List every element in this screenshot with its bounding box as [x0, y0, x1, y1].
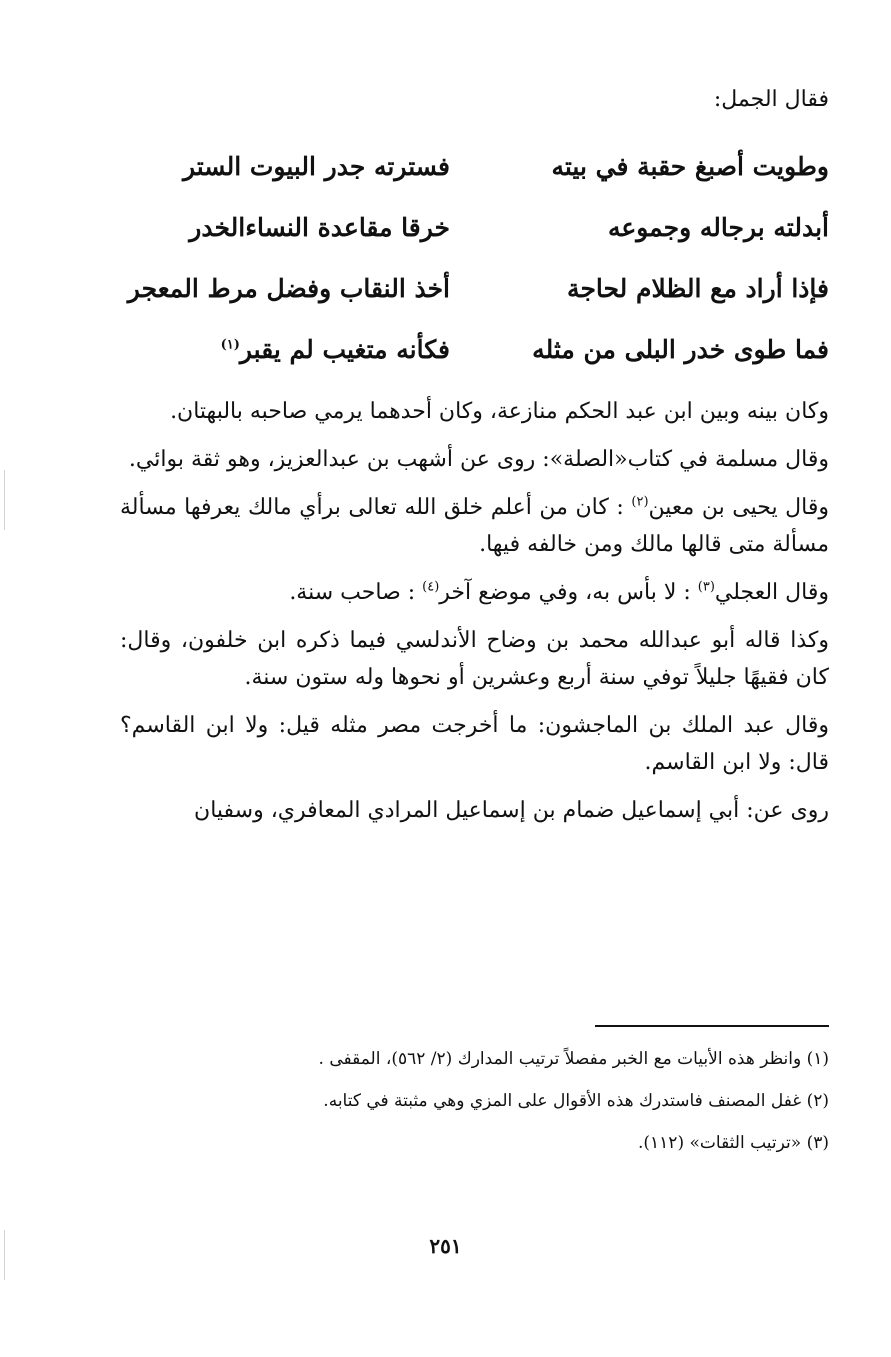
paragraph: روى عن: أبي إسماعيل ضمام بن إسماعيل المرادي المعافري، وسفيان: [194, 798, 829, 823]
paragraph-text: : صاحب سنة.: [289, 580, 423, 605]
verse-second-hemistich: أخذ النقاب وفضل مرط المعجر: [127, 274, 450, 303]
verse-row: [120, 142, 829, 203]
verse-first-hemistich: فما طوى خدر البلى من مثله: [532, 335, 829, 364]
footnote-marker: (٢): [631, 494, 649, 510]
verse-row: [120, 325, 829, 386]
paragraph: وقال مسلمة في كتاب«الصلة»: روى عن أشهب بن عبدالعزيز، وهو ثقة بوائي.: [128, 447, 829, 472]
footnote-marker: (٣): [697, 579, 715, 595]
poem-verses: [120, 142, 829, 387]
paragraph-text: وقال يحيى بن معين: [648, 495, 829, 520]
scan-edge-mark: [4, 470, 5, 530]
verse-second-hemistich: خرقا مقاعدة النساءالخدر: [189, 213, 450, 242]
footnote: (٣) «ترتيب الثقات» (١١٢).: [638, 1133, 829, 1153]
paragraph: وقال عبد الملك بن الماجشون: ما أخرجت مصر مثله قيل: ولا ابن القاسم؟ قال: ولا ابن القاسم.: [120, 713, 829, 775]
verse-first-hemistich: وطويت أصبغ حقبة في بيته: [551, 152, 829, 181]
verse-row: [120, 203, 829, 264]
main-text: [120, 393, 829, 840]
footnote-marker: (١): [220, 337, 240, 353]
verse-text: فكأنه متغيب لم يقبر: [239, 335, 450, 364]
intro-line: فقال الجمل:: [713, 87, 829, 112]
footnote: (١) وانظر هذه الأبيات مع الخبر مفصلاً ترتيب المدارك (٢/ ٥٦٢)، المقفى .: [318, 1049, 829, 1069]
footnote: (٢) غفل المصنف فاستدرك هذه الأقوال على المزي وهي مثبتة في كتابه.: [323, 1091, 829, 1111]
verse-second-hemistich: فسترته جدر البيوت الستر: [182, 152, 450, 181]
paragraph: وكذا قاله أبو عبدالله محمد بن وضاح الأندلسي فيما ذكره ابن خلفون، وقال: كان فقيهًا جليلاً توفي سنة أربع وعشرين أو نحوها وله ستون سنة.: [120, 628, 829, 690]
paragraph: [120, 489, 829, 563]
scan-edge-mark: [4, 1230, 5, 1280]
verse-first-hemistich: فإذا أراد مع الظلام لحاجة: [567, 274, 829, 303]
verse-second-hemistich: [120, 325, 450, 375]
paragraph-text: : لا بأس به، وفي موضع آخر: [439, 580, 698, 605]
footnote-separator: [595, 1025, 829, 1027]
paragraph: وكان بينه وبين ابن عبد الحكم منازعة، وكان أحدهما يرمي صاحبه بالبهتان.: [170, 399, 829, 424]
verse-row: [120, 264, 829, 325]
verse-first-hemistich: أبدلته برجاله وجموعه: [607, 213, 829, 242]
paragraph-text: : كان من أعلم خلق الله تعالى برأي مالك يعرفها مسألة مسألة متى قالها مالك ومن خالفه فيها.: [120, 495, 829, 557]
paragraph: [120, 574, 829, 611]
footnote-marker: (٤): [422, 579, 440, 595]
paragraph-text: وقال العجلي: [714, 580, 829, 605]
footnotes: [120, 1046, 829, 1172]
page-number: ٢٥١: [429, 1234, 462, 1258]
